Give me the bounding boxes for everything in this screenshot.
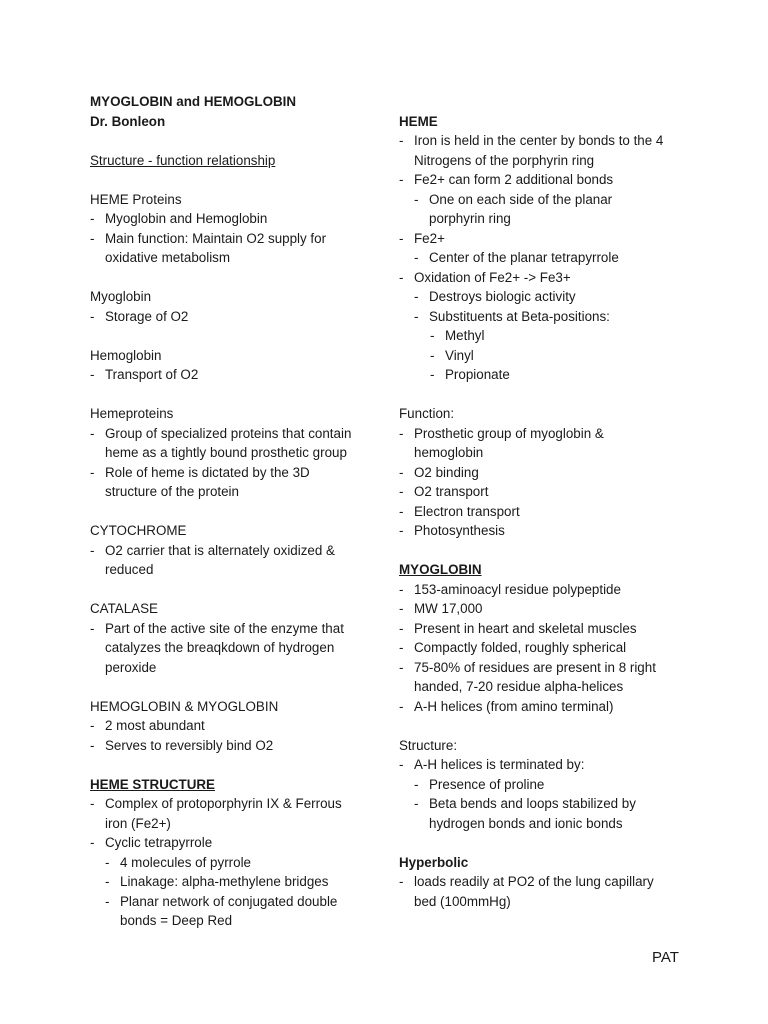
bullet-dash-icon: - — [105, 893, 110, 909]
bullet-dash-icon: - — [90, 835, 95, 850]
bullet-dash-icon: - — [399, 523, 404, 538]
spacer — [90, 170, 380, 190]
bullet-dash-icon: - — [105, 874, 110, 889]
bullet-dash-icon: - — [105, 854, 110, 870]
spacer — [90, 326, 380, 346]
bullet-dash-icon: - — [90, 230, 95, 246]
bullet-dash-icon: - — [399, 698, 404, 714]
bullet-text: Part of the active site of the enzyme that — [105, 620, 344, 636]
bullet-item — [399, 229, 689, 249]
bullet-dash-icon: - — [414, 289, 419, 304]
bullet-item — [90, 794, 380, 833]
bullet-item — [90, 365, 380, 385]
bullet-dash-icon: - — [90, 211, 95, 226]
bullet-text: O2 transport — [414, 484, 489, 499]
heading-hemoglobin: Hemoglobin — [90, 347, 162, 363]
bullet-dash-icon: - — [430, 347, 435, 363]
bullet-text: Linakage: alpha-methylene bridges — [120, 874, 329, 889]
bullet-item — [399, 794, 689, 833]
bullet-text: 2 most abundant — [105, 718, 205, 733]
bullet-item — [399, 521, 689, 541]
heading-hemoglobin-myoglobin: HEMOGLOBIN & MYOGLOBIN — [90, 698, 279, 714]
bullet-text: Center of the planar tetrapyrrole — [429, 250, 619, 265]
bullet-text: peroxide — [105, 659, 157, 675]
bullet-item — [399, 248, 689, 268]
bullet-item — [90, 229, 380, 268]
bullet-item — [399, 638, 689, 658]
bullet-dash-icon: - — [90, 425, 95, 441]
bullet-item — [90, 833, 380, 853]
bullet-item — [90, 463, 380, 502]
bullet-dash-icon: - — [90, 367, 95, 382]
bullet-item — [399, 482, 689, 502]
bullet-dash-icon: - — [399, 503, 404, 519]
bullet-item — [90, 736, 380, 756]
bullet-item — [399, 580, 689, 600]
bullet-text: Methyl — [445, 328, 485, 343]
heading-heme-structure: HEME STRUCTURE — [90, 776, 215, 792]
spacer — [90, 580, 380, 600]
bullet-text: Compactly folded, roughly spherical — [414, 640, 627, 655]
bullet-text: Present in heart and skeletal muscles — [414, 620, 637, 636]
bullet-dash-icon: - — [399, 757, 404, 772]
bullet-item — [90, 892, 380, 931]
bullet-item — [399, 872, 689, 911]
bullet-text: bed (100mmHg) — [414, 893, 511, 909]
bullet-item — [90, 619, 380, 678]
bullet-text: bonds = Deep Red — [120, 913, 233, 928]
bullet-dash-icon: - — [399, 581, 404, 597]
bullet-dash-icon: - — [90, 737, 95, 753]
heading-hyperbolic: Hyperbolic — [399, 854, 469, 870]
bullet-item — [399, 599, 689, 619]
right-column — [399, 92, 689, 911]
bullet-text: handed, 7-20 residue alpha-helices — [414, 679, 624, 694]
bullet-text: iron (Fe2+) — [105, 815, 171, 831]
bullet-item — [90, 853, 380, 873]
bullet-dash-icon: - — [414, 191, 419, 207]
bullet-item — [399, 502, 689, 522]
heading-catalase: CATALASE — [90, 601, 158, 616]
bullet-dash-icon: - — [90, 464, 95, 480]
bullet-text: Vinyl — [445, 347, 474, 363]
bullet-dash-icon: - — [399, 659, 404, 675]
bullet-text: Cyclic tetrapyrrole — [105, 835, 213, 850]
bullet-dash-icon: - — [90, 718, 95, 733]
bullet-item — [90, 716, 380, 736]
heading-myoglobin: Myoglobin — [90, 289, 152, 304]
bullet-item — [90, 872, 380, 892]
bullet-dash-icon: - — [399, 425, 404, 441]
bullet-text: Photosynthesis — [414, 523, 505, 538]
spacer — [399, 92, 689, 112]
bullet-item — [399, 775, 689, 795]
bullet-item — [399, 365, 689, 385]
bullet-dash-icon: - — [399, 172, 404, 187]
bullet-text: Prosthetic group of myoglobin & — [414, 425, 604, 441]
spacer — [399, 833, 689, 853]
bullet-item — [399, 658, 689, 697]
bullet-item — [399, 424, 689, 463]
bullet-item — [399, 755, 689, 775]
bullet-item — [90, 541, 380, 580]
heading-hemeproteins: Hemeproteins — [90, 406, 174, 421]
bullet-text: 4 molecules of pyrrole — [120, 854, 251, 870]
bullet-dash-icon: - — [399, 620, 404, 636]
bullet-text: Myoglobin and Hemoglobin — [105, 211, 268, 226]
bullet-text: Propionate — [445, 367, 510, 382]
bullet-item — [90, 424, 380, 463]
heading-heme-proteins: HEME Proteins — [90, 191, 182, 207]
bullet-dash-icon: - — [90, 620, 95, 636]
bullet-text: 153-aminoacyl residue polypeptide — [414, 581, 621, 597]
heading-structure: Structure: — [399, 737, 458, 753]
bullet-item — [399, 307, 689, 327]
heading-structure-function-relationship: Structure - function relationship — [90, 152, 276, 168]
heading-myoglobin-and-hemoglobin: MYOGLOBIN and HEMOGLOBIN — [90, 94, 297, 109]
bullet-dash-icon: - — [414, 796, 419, 811]
bullet-dash-icon: - — [414, 308, 419, 324]
bullet-text: Fe2+ can form 2 additional bonds — [414, 172, 614, 187]
bullet-item — [399, 697, 689, 717]
bullet-text: Nitrogens of the porphyrin ring — [414, 152, 595, 168]
bullet-text: Oxidation of Fe2+ -> Fe3+ — [414, 269, 571, 285]
bullet-text: oxidative metabolism — [105, 250, 231, 265]
bullet-dash-icon: - — [399, 230, 404, 246]
bullet-text: hemoglobin — [414, 445, 484, 460]
heading-dr-bonleon: Dr. Bonleon — [90, 113, 166, 129]
bullet-dash-icon: - — [399, 133, 404, 148]
bullet-dash-icon: - — [399, 640, 404, 655]
bullet-item — [399, 619, 689, 639]
bullet-item — [90, 209, 380, 229]
bullet-text: A-H helices (from amino terminal) — [414, 698, 614, 714]
heading-heme: HEME — [399, 113, 438, 129]
bullet-text: Transport of O2 — [105, 367, 199, 382]
bullet-item — [399, 131, 689, 170]
bullet-text: 75-80% of residues are present in 8 right — [414, 659, 656, 675]
spacer — [399, 716, 689, 736]
bullet-dash-icon: - — [399, 484, 404, 499]
bullet-text: MW 17,000 — [414, 601, 483, 616]
bullet-item — [90, 307, 380, 327]
bullet-text: heme as a tightly bound prosthetic group — [105, 445, 347, 460]
bullet-text: Beta bends and loops stabilized by — [429, 796, 636, 811]
bullet-text: Electron transport — [414, 503, 520, 519]
heading-myoglobin: MYOGLOBIN — [399, 562, 482, 577]
spacer — [90, 502, 380, 522]
bullet-text: Serves to reversibly bind O2 — [105, 737, 274, 753]
bullet-text: Group of specialized proteins that contain — [105, 425, 352, 441]
bullet-dash-icon: - — [430, 328, 435, 343]
bullet-item — [399, 268, 689, 288]
bullet-item — [399, 346, 689, 366]
bullet-item — [399, 463, 689, 483]
heading-function: Function: — [399, 406, 455, 421]
bullet-item — [399, 190, 689, 229]
bullet-dash-icon: - — [90, 308, 95, 324]
bullet-text: Fe2+ — [414, 230, 445, 246]
spacer — [90, 385, 380, 405]
spacer — [399, 541, 689, 561]
spacer — [90, 755, 380, 775]
spacer — [90, 131, 380, 151]
bullet-item — [399, 287, 689, 307]
bullet-text: structure of the protein — [105, 484, 239, 499]
bullet-dash-icon: - — [399, 269, 404, 285]
bullet-dash-icon: - — [399, 601, 404, 616]
bullet-text: O2 carrier that is alternately oxidized & — [105, 542, 335, 558]
bullet-text: A-H helices is terminated by: — [414, 757, 585, 772]
left-column — [90, 92, 380, 931]
bullet-text: Storage of O2 — [105, 308, 189, 324]
bullet-text: loads readily at PO2 of the lung capillary — [414, 874, 654, 889]
spacer — [90, 268, 380, 288]
bullet-text: Planar network of conjugated double — [120, 893, 338, 909]
bullet-text: hydrogen bonds and ionic bonds — [429, 815, 623, 831]
spacer — [90, 677, 380, 697]
bullet-dash-icon: - — [414, 776, 419, 792]
bullet-text: reduced — [105, 562, 154, 577]
bullet-text: Complex of protoporphyrin IX & Ferrous — [105, 796, 342, 811]
bullet-item — [399, 170, 689, 190]
bullet-text: Main function: Maintain O2 supply for — [105, 230, 327, 246]
bullet-text: Iron is held in the center by bonds to the 4 — [414, 133, 664, 148]
bullet-dash-icon: - — [90, 542, 95, 558]
bullet-text: Substituents at Beta-positions: — [429, 308, 610, 324]
bullet-dash-icon: - — [90, 796, 95, 811]
bullet-text: Presence of proline — [429, 776, 545, 792]
footer-initials: PAT — [652, 949, 679, 966]
bullet-text: Role of heme is dictated by the 3D — [105, 464, 310, 480]
heading-cytochrome: CYTOCHROME — [90, 523, 187, 538]
bullet-dash-icon: - — [430, 367, 435, 382]
bullet-text: catalyzes the breaqkdown of hydrogen — [105, 640, 335, 655]
bullet-dash-icon: - — [414, 250, 419, 265]
bullet-text: Destroys biologic activity — [429, 289, 576, 304]
bullet-item — [399, 326, 689, 346]
spacer — [399, 385, 689, 405]
bullet-dash-icon: - — [399, 464, 404, 480]
bullet-text: porphyrin ring — [429, 211, 511, 226]
bullet-dash-icon: - — [399, 874, 404, 889]
bullet-text: O2 binding — [414, 464, 479, 480]
bullet-text: One on each side of the planar — [429, 191, 613, 207]
